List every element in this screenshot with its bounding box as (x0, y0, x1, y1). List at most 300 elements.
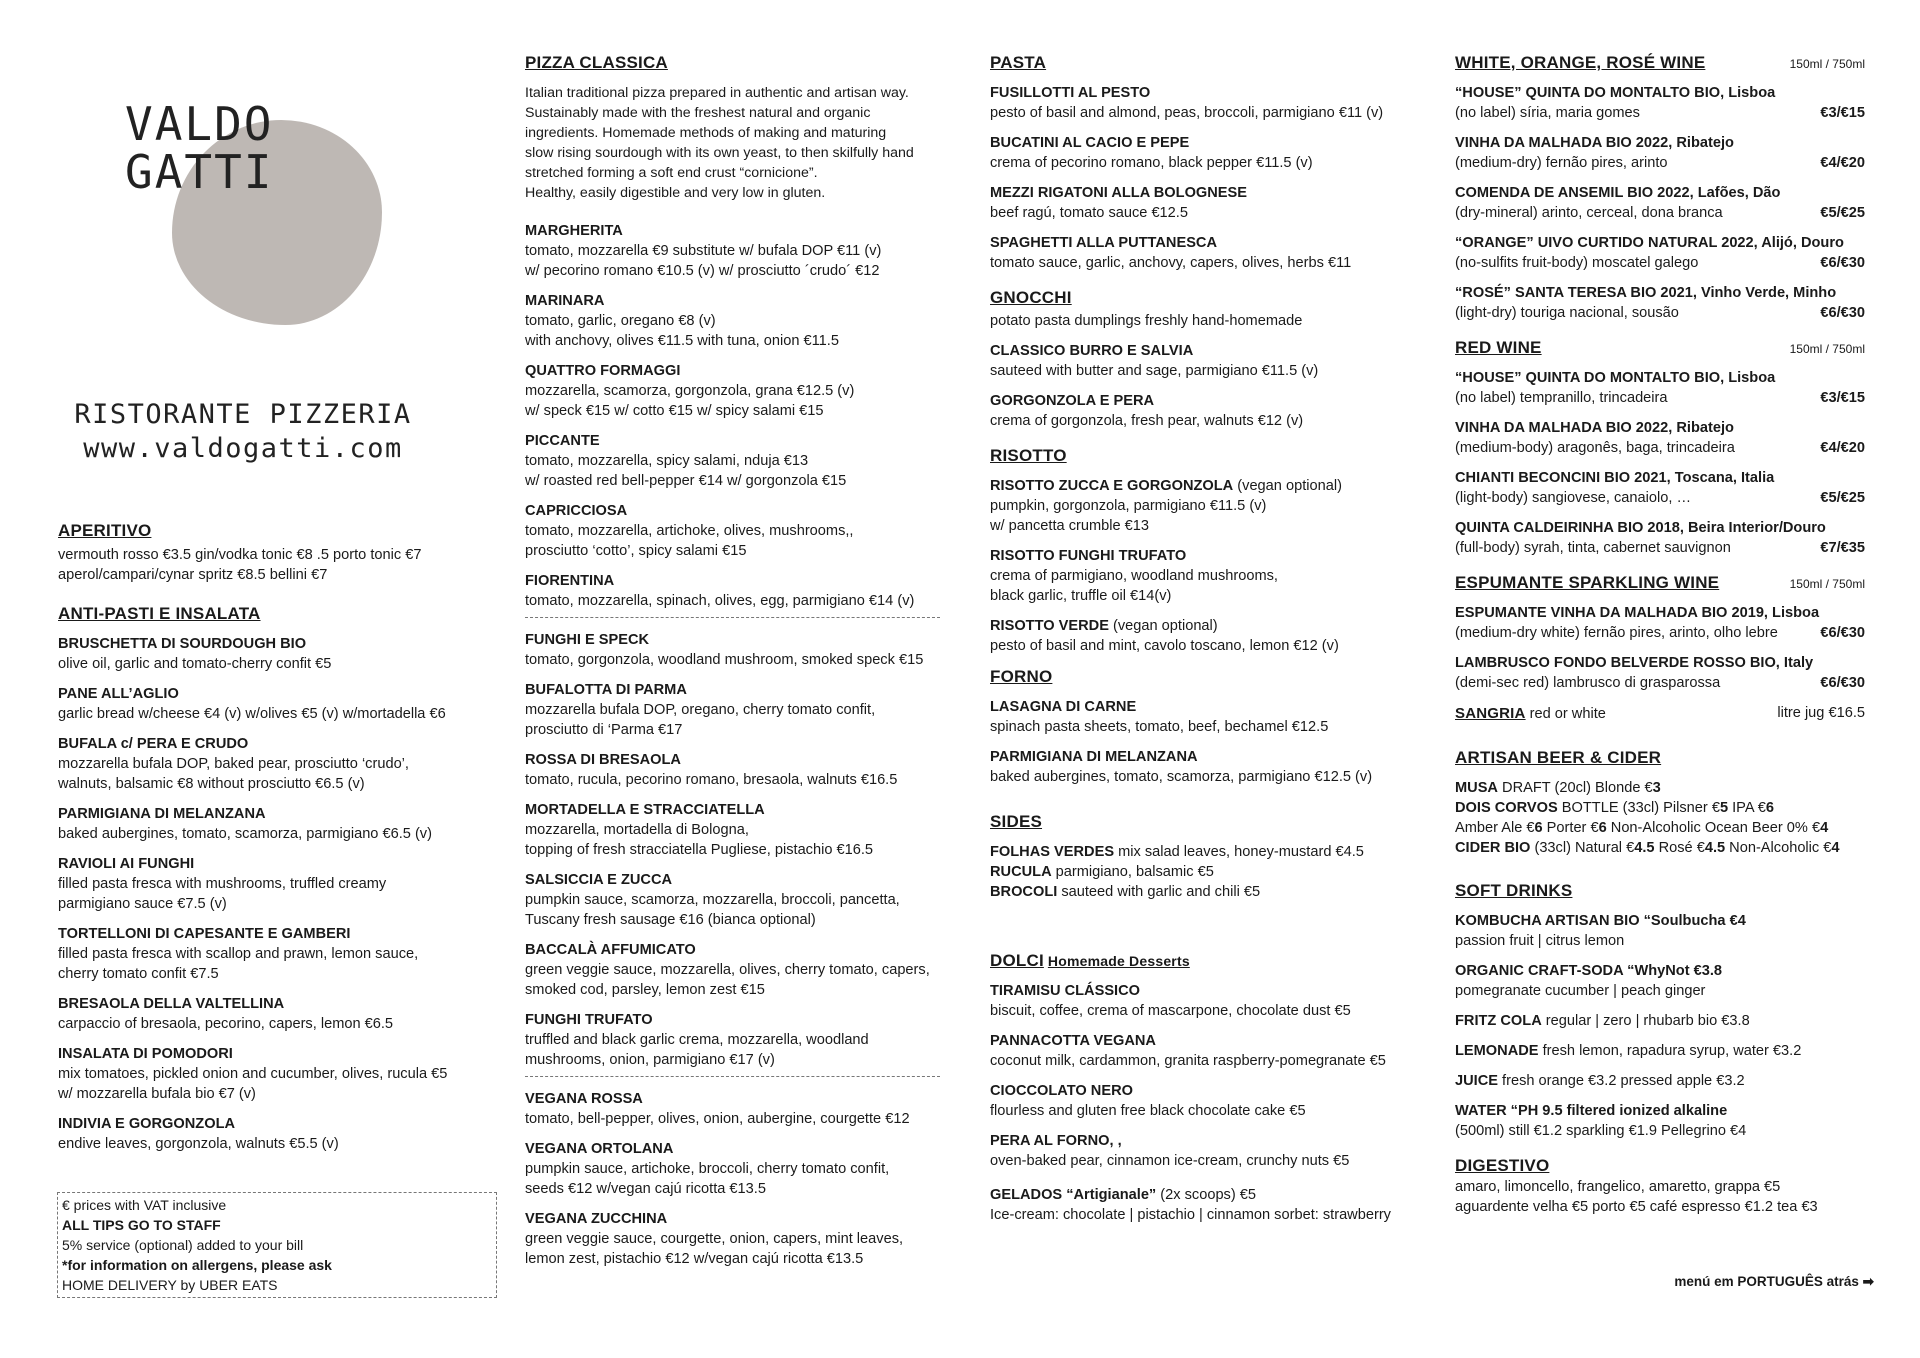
item-name-row (990, 1031, 1415, 1051)
item-name: CAPRICCIOSA (525, 503, 628, 519)
menu-item (990, 233, 1415, 273)
wine-desc-row (1455, 153, 1865, 173)
pizza-list-3 (525, 1089, 940, 1269)
item-name-row (525, 221, 940, 241)
aperitivo-block (58, 545, 483, 585)
item-desc: truffled and black garlic crema, mozzarella, woodland (525, 1032, 869, 1048)
item-name-row (990, 981, 1415, 1001)
item-desc: black garlic, truffle oil €14(v) (990, 588, 1172, 604)
item-desc: w/ pancetta crumble €13 (990, 518, 1149, 534)
menu-item (990, 1131, 1415, 1171)
item-desc: w/ pecorino romano €10.5 (v) w/ prosciutto ´crudo´ €12 (525, 263, 880, 279)
item-name: ROSSA DI BRESAOLA (525, 752, 681, 768)
soft-row (1455, 1071, 1865, 1091)
item-name-row (525, 1209, 940, 1229)
item-desc: endive leaves, gorgonzola, walnuts €5.5 (v) (58, 1136, 339, 1152)
menu-item (525, 870, 940, 930)
column-pasta (990, 52, 1415, 1235)
menu-item (525, 680, 940, 740)
wine-name: VINHA DA MALHADA BIO 2022, Ribatejo (1455, 135, 1734, 151)
item-name-row (525, 361, 940, 381)
section-title-pizza: PIZZA CLASSICA (525, 53, 668, 72)
item-name-row (990, 133, 1415, 153)
item-name-row (525, 940, 940, 960)
sangria-price: litre jug €16.5 (1777, 705, 1865, 721)
item-desc: pumpkin, gorgonzola, parmigiano €11.5 (v) (990, 498, 1267, 514)
gelados-name: GELADOS “Artigianale” (990, 1187, 1157, 1203)
wine-desc-row (1455, 303, 1865, 323)
menu-item (525, 1089, 940, 1129)
forno-list (990, 697, 1415, 787)
item-name: MARGHERITA (525, 223, 623, 239)
wine-price: €7/€35 (1820, 540, 1865, 556)
wine-desc: (medium-body) aragonês, baga, trincadeira (1455, 440, 1735, 456)
menu-item (58, 634, 483, 674)
menu-item (525, 750, 940, 790)
item-name: RISOTTO FUNGHI TRUFATO (990, 548, 1187, 564)
item-name-row (525, 680, 940, 700)
wine-name: “ROSÉ” SANTA TERESA BIO 2021, Vinho Verde, Minho (1455, 285, 1837, 301)
item-name: BACCALÀ AFFUMICATO (525, 942, 696, 958)
white-wine-list (1455, 83, 1865, 323)
item-desc: tomato, mozzarella, artichoke, olives, mushrooms,, (525, 523, 854, 539)
info-note (57, 1192, 497, 1298)
menu-item (990, 981, 1415, 1021)
red-wine-list (1455, 368, 1865, 558)
section-title-beer: ARTISAN BEER & CIDER (1455, 748, 1662, 767)
item-name: BUFALOTTA DI PARMA (525, 682, 687, 698)
menu-item (990, 1081, 1415, 1121)
side-name: BROCOLI (990, 884, 1058, 900)
item-name: RISOTTO ZUCCA E GORGONZOLA (990, 478, 1234, 494)
item-desc: w/ roasted red bell-pepper €14 w/ gorgonzola €15 (525, 473, 847, 489)
soft-name: ORGANIC CRAFT-SODA “WhyNot €3.8 (1455, 963, 1723, 979)
menu-item (525, 571, 940, 611)
soft-desc: fresh lemon, rapadura syrup, water €3.2 (1538, 1043, 1802, 1059)
sizes-label: 150ml / 750ml (1789, 342, 1865, 356)
section-title-pasta: PASTA (990, 53, 1047, 72)
item-name: SPAGHETTI ALLA PUTTANESCA (990, 235, 1218, 251)
intro-line: ingredients. Homemade methods of making and maturing (525, 125, 887, 141)
menu-item (58, 734, 483, 794)
item-name-row (525, 571, 940, 591)
logo (125, 97, 274, 199)
wine-desc-row (1455, 538, 1865, 558)
item-name-row (990, 616, 1415, 636)
note-line: € prices with VAT inclusive (62, 1197, 227, 1213)
soft-name: JUICE (1455, 1073, 1498, 1089)
item-desc: crema of parmigiano, woodland mushrooms, (990, 568, 1278, 584)
item-name: GORGONZOLA E PERA (990, 393, 1155, 409)
item-name: VEGANA ORTOLANA (525, 1141, 674, 1157)
divider (525, 617, 940, 618)
soft-name: LEMONADE (1455, 1043, 1539, 1059)
wine-item (1455, 133, 1865, 173)
item-desc: mushrooms, onion, parmigiano €17 (v) (525, 1052, 775, 1068)
dolci-list (990, 981, 1415, 1171)
wine-desc: (medium-dry white) fernão pires, arinto, olho lebre (1455, 625, 1778, 641)
gnocchi-intro: potato pasta dumplings freshly hand-homemade (990, 313, 1303, 329)
wine-price: €5/€25 (1820, 490, 1865, 506)
item-desc: smoked cod, parsley, lemon zest €15 (525, 982, 765, 998)
gelados-extra: (2x scoops) €5 (1156, 1187, 1257, 1203)
wine-price: €3/€15 (1820, 390, 1865, 406)
item-name-row (525, 630, 940, 650)
item-desc: tomato, mozzarella €9 substitute w/ bufala DOP €11 (v) (525, 243, 882, 259)
soft-name: FRITZ COLA (1455, 1013, 1542, 1029)
column-pizza (525, 52, 940, 1279)
item-name: MARINARA (525, 293, 605, 309)
item-desc: biscuit, coffee, crema of mascarpone, chocolate dust €5 (990, 1003, 1351, 1019)
wine-price: €4/€20 (1820, 155, 1865, 171)
wine-desc-row (1455, 253, 1865, 273)
wine-item (1455, 83, 1865, 123)
item-name-row (58, 854, 483, 874)
soft-desc: passion fruit | citrus lemon (1455, 933, 1625, 949)
section-title-sides: SIDES (990, 812, 1043, 831)
sizes-label: 150ml / 750ml (1789, 57, 1865, 71)
item-desc: prosciutto di ‘Parma €17 (525, 722, 683, 738)
inline-list (990, 842, 1415, 902)
menu-item (58, 924, 483, 984)
wine-desc-row (1455, 623, 1865, 643)
item-desc: prosciutto ‘cotto’, spicy salami €15 (525, 543, 747, 559)
section-title-gnocchi: GNOCCHI (990, 288, 1072, 307)
wine-item (1455, 653, 1865, 693)
menu-item (58, 994, 483, 1034)
wine-price: €6/€30 (1820, 255, 1865, 271)
wine-desc: (no label) tempranillo, trincadeira (1455, 390, 1668, 406)
menu-item (525, 1209, 940, 1269)
wine-price: €4/€20 (1820, 440, 1865, 456)
menu-item (990, 546, 1415, 606)
beer-line: MUSA DRAFT (20cl) Blonde €3 (1455, 780, 1661, 796)
brand-subtitle-block (58, 398, 428, 466)
sangria-title: SANGRIA (1455, 705, 1526, 722)
section-title-white-wine: WHITE, ORANGE, ROSÉ WINE (1455, 53, 1706, 72)
item-name-row (990, 83, 1415, 103)
soft-desc: pomegranate cucumber | peach ginger (1455, 983, 1706, 999)
column-left (58, 520, 483, 1164)
menu-item (990, 133, 1415, 173)
note-line: *for information on allergens, please ask (62, 1257, 332, 1273)
item-name: SALSICCIA E ZUCCA (525, 872, 673, 888)
item-name-row (990, 697, 1415, 717)
wine-desc-row (1455, 673, 1865, 693)
soft-item (1455, 961, 1865, 1001)
item-desc: tomato, rucula, pecorino romano, bresaola, walnuts €16.5 (525, 772, 898, 788)
note-line: ALL TIPS GO TO STAFF (62, 1217, 221, 1233)
side-desc: sauteed with garlic and chili €5 (1057, 884, 1261, 900)
item-name-row (525, 501, 940, 521)
side-item (990, 842, 1415, 862)
wine-name: “ORANGE” UIVO CURTIDO NATURAL 2022, Alijó, Douro (1455, 235, 1844, 251)
section-title-forno: FORNO (990, 667, 1053, 686)
wine-item (1455, 233, 1865, 273)
item-name-row (990, 183, 1415, 203)
item-name: FUSILLOTTI AL PESTO (990, 85, 1151, 101)
intro-line: Sustainably made with the freshest natural and organic (525, 105, 871, 121)
item-desc: mix tomatoes, pickled onion and cucumber, olives, rucula €5 (58, 1066, 448, 1082)
menu-item (58, 804, 483, 844)
item-desc: pumpkin sauce, scamorza, mozzarella, broccoli, pancetta, (525, 892, 900, 908)
item-desc: lemon zest, pistachio €12 w/vegan cajú ricotta €13.5 (525, 1251, 864, 1267)
item-name: MORTADELLA E STRACCIATELLA (525, 802, 765, 818)
dolci-title: DOLCI (990, 951, 1044, 970)
menu-item (58, 1044, 483, 1104)
menu-item (990, 1031, 1415, 1071)
item-name: MEZZI RIGATONI ALLA BOLOGNESE (990, 185, 1248, 201)
column-drinks (1455, 52, 1865, 1227)
menu-item (525, 291, 940, 351)
wine-price: €6/€30 (1820, 625, 1865, 641)
section-title-sparkling: ESPUMANTE SPARKLING WINE (1455, 573, 1720, 592)
item-desc: parmigiano sauce €7.5 (v) (58, 896, 227, 912)
wine-desc-row (1455, 438, 1865, 458)
item-name-row (990, 1131, 1415, 1151)
divider (525, 1076, 940, 1077)
dolci-subtitle: Homemade Desserts (1047, 953, 1190, 969)
item-name-row (525, 431, 940, 451)
wine-desc: (light-dry) touriga nacional, sousão (1455, 305, 1679, 321)
wine-name: QUINTA CALDEIRINHA BIO 2018, Beira Interior/Douro (1455, 520, 1826, 536)
menu-item (525, 630, 940, 670)
menu-item (990, 747, 1415, 787)
item-name: FIORENTINA (525, 573, 615, 589)
item-desc: tomato, mozzarella, spicy salami, nduja €13 (525, 453, 809, 469)
sparkling-list (1455, 603, 1865, 693)
intro-line: slow rising sourdough with its own yeast, to then skilfully hand (525, 145, 914, 161)
side-desc: mix salad leaves, honey-mustard €4.5 (1114, 844, 1364, 860)
item-name: LASAGNA DI CARNE (990, 699, 1137, 715)
wine-desc: (no-sulfits fruit-body) moscatel galego (1455, 255, 1699, 271)
menu-item (990, 391, 1415, 431)
sangria-row (1455, 703, 1865, 725)
item-name-row (58, 924, 483, 944)
item-name: PARMIGIANA DI MELANZANA (58, 806, 266, 822)
gnocchi-list (990, 341, 1415, 431)
item-extra: (vegan optional) (1233, 478, 1342, 494)
item-name: CLASSICO BURRO E SALVIA (990, 343, 1194, 359)
item-desc: olive oil, garlic and tomato-cherry confit €5 (58, 656, 332, 672)
wine-item (1455, 368, 1865, 408)
item-desc: pumpkin sauce, artichoke, broccoli, cherry tomato confit, (525, 1161, 890, 1177)
menu-item (525, 1010, 940, 1070)
item-name-row (525, 1089, 940, 1109)
section-title-aperitivo: APERITIVO (58, 521, 152, 540)
menu-item (58, 684, 483, 724)
item-name-row (990, 341, 1415, 361)
wine-price: €6/€30 (1820, 675, 1865, 691)
section-title-digestivo: DIGESTIVO (1455, 1156, 1550, 1175)
intro-line: Healthy, easily digestible and very low in gluten. (525, 185, 826, 201)
menu-item (58, 854, 483, 914)
wine-desc: (light-body) sangiovese, canaiolo, … (1455, 490, 1692, 506)
soft-name: KOMBUCHA ARTISAN BIO “Soulbucha €4 (1455, 913, 1746, 929)
item-desc: tomato, mozzarella, spinach, olives, egg, parmigiano €14 (v) (525, 593, 915, 609)
sparkling-heading (1455, 572, 1865, 603)
logo-line2: GATTI (125, 145, 274, 199)
menu-item (990, 616, 1415, 656)
item-desc: cherry tomato confit €7.5 (58, 966, 219, 982)
item-name-row (990, 1081, 1415, 1101)
item-desc: tomato sauce, garlic, anchovy, capers, olives, herbs €11 (990, 255, 1352, 271)
item-name: QUATTRO FORMAGGI (525, 363, 681, 379)
menu-item (525, 431, 940, 491)
item-name-row (990, 391, 1415, 411)
sides-list (990, 842, 1415, 902)
intro-line: Italian traditional pizza prepared in authentic and artisan way. (525, 85, 909, 101)
menu-item (990, 341, 1415, 381)
item-desc: filled pasta fresca with mushrooms, truffled creamy (58, 876, 387, 892)
item-desc: w/ mozzarella bufala bio €7 (v) (58, 1086, 256, 1102)
soft-item (1455, 1041, 1865, 1061)
item-name-row (58, 1044, 483, 1064)
wine-item (1455, 518, 1865, 558)
item-name-row (58, 684, 483, 704)
item-name: PICCANTE (525, 433, 600, 449)
soft-list (1455, 911, 1865, 1141)
brand-subtitle: RISTORANTE PIZZERIA (74, 399, 412, 430)
menu-item (525, 940, 940, 1000)
item-desc: oven-baked pear, cinnamon ice-cream, crunchy nuts €5 (990, 1153, 1350, 1169)
wine-desc-row (1455, 388, 1865, 408)
digestivo-line: aguardente velha €5 porto €5 café espresso €1.2 tea €3 (1455, 1199, 1818, 1215)
section-title-red-wine: RED WINE (1455, 338, 1542, 357)
item-name: RISOTTO VERDE (990, 618, 1109, 634)
item-name-row (525, 870, 940, 890)
soft-item (1455, 911, 1865, 951)
soft-row (1455, 1011, 1865, 1031)
wine-name: LAMBRUSCO FONDO BELVERDE ROSSO BIO, Italy (1455, 655, 1814, 671)
item-name-row (525, 1139, 940, 1159)
menu-item (990, 183, 1415, 223)
item-desc: green veggie sauce, courgette, onion, capers, mint leaves, (525, 1231, 904, 1247)
item-desc: flourless and gluten free black chocolate cake €5 (990, 1103, 1306, 1119)
wine-desc: (no label) síria, maria gomes (1455, 105, 1640, 121)
item-name: PANNACOTTA VEGANA (990, 1033, 1156, 1049)
section-title-soft: SOFT DRINKS (1455, 881, 1573, 900)
wine-price: €3/€15 (1820, 105, 1865, 121)
item-name: PANE ALL’AGLIO (58, 686, 179, 702)
item-name: INSALATA DI POMODORI (58, 1046, 233, 1062)
digestivo-block (1455, 1177, 1865, 1217)
item-name: BRESAOLA DELLA VALTELLINA (58, 996, 285, 1012)
item-desc: Tuscany fresh sausage €16 (bianca optional) (525, 912, 816, 928)
soft-item (1455, 1071, 1865, 1091)
logo-line1: VALDO (125, 97, 274, 151)
item-desc: mozzarella, mortadella di Bologna, (525, 822, 749, 838)
item-desc: beef ragú, tomato sauce €12.5 (990, 205, 1188, 221)
wine-item (1455, 603, 1865, 643)
note-line: HOME DELIVERY by UBER EATS (62, 1277, 278, 1293)
item-name: INDIVIA E GORGONZOLA (58, 1116, 236, 1132)
note-line: 5% service (optional) added to your bill (62, 1237, 304, 1253)
item-desc: garlic bread w/cheese €4 (v) w/olives €5 (v) w/mortadella €6 (58, 706, 446, 722)
menu-item (990, 83, 1415, 123)
item-name: RAVIOLI AI FUNGHI (58, 856, 195, 872)
section-title-antipasti: ANTI-PASTI E INSALATA (58, 604, 261, 623)
wine-price: €5/€25 (1820, 205, 1865, 221)
item-desc: crema of gorgonzola, fresh pear, walnuts €12 (v) (990, 413, 1304, 429)
red-wine-heading (1455, 337, 1865, 368)
wine-item (1455, 183, 1865, 223)
wine-name: VINHA DA MALHADA BIO 2022, Ribatejo (1455, 420, 1734, 436)
item-desc: carpaccio of bresaola, pecorino, capers, lemon €6.5 (58, 1016, 394, 1032)
pasta-list (990, 83, 1415, 273)
side-item (990, 862, 1415, 882)
wine-desc-row (1455, 103, 1865, 123)
item-name: PERA AL FORNO, , (990, 1133, 1122, 1149)
item-desc: pesto of basil and mint, cavolo toscano, lemon €12 (v) (990, 638, 1339, 654)
section-title-dolci (990, 950, 1415, 972)
brand-website[interactable]: www.valdogatti.com (83, 433, 403, 464)
item-desc: seeds €12 w/vegan cajú ricotta €13.5 (525, 1181, 766, 1197)
menu-item (58, 1114, 483, 1154)
item-desc: tomato, bell-pepper, olives, onion, aubergine, courgette €12 (525, 1111, 910, 1127)
wine-price: €6/€30 (1820, 305, 1865, 321)
item-name-row (990, 546, 1415, 566)
wine-item (1455, 418, 1865, 458)
item-name-row (990, 233, 1415, 253)
item-desc: mozzarella, scamorza, gorgonzola, grana €12.5 (v) (525, 383, 855, 399)
wine-name: COMENDA DE ANSEMIL BIO 2022, Lafões, Dão (1455, 185, 1781, 201)
item-name: PARMIGIANA DI MELANZANA (990, 749, 1198, 765)
item-desc: mozzarella bufala DOP, oregano, cherry tomato confit, (525, 702, 876, 718)
soft-desc: (500ml) still €1.2 sparkling €1.9 Pellegrino €4 (1455, 1123, 1747, 1139)
item-name-row (525, 750, 940, 770)
digestivo-line: amaro, limoncello, frangelico, amaretto, grappa €5 (1455, 1179, 1781, 1195)
item-name-row (525, 291, 940, 311)
item-name: FUNGHI TRUFATO (525, 1012, 653, 1028)
item-desc: baked aubergines, tomato, scamorza, parmigiano €12.5 (v) (990, 769, 1373, 785)
item-name-row (58, 734, 483, 754)
menu-item (525, 1139, 940, 1199)
item-desc: tomato, garlic, oregano €8 (v) (525, 313, 716, 329)
item-name: BUCATINI AL CACIO E PEPE (990, 135, 1190, 151)
wine-item (1455, 283, 1865, 323)
soft-desc: fresh orange €3.2 pressed apple €3.2 (1497, 1073, 1745, 1089)
aperitivo-line: vermouth rosso €3.5 gin/vodka tonic €8 .5 porto tonic €7 (58, 547, 422, 563)
dolci-heading (990, 950, 1415, 981)
item-name-row (58, 994, 483, 1014)
beer-line: Amber Ale €6 Porter €6 Non-Alcoholic Ocean Beer 0% €4 (1455, 820, 1829, 836)
item-name-row (58, 1114, 483, 1134)
item-desc: w/ speck €15 w/ cotto €15 w/ spicy salami €15 (525, 403, 824, 419)
section-title-risotto: RISOTTO (990, 446, 1067, 465)
wine-desc: (full-body) syrah, tinta, cabernet sauvignon (1455, 540, 1731, 556)
menu-item (525, 221, 940, 281)
item-desc: baked aubergines, tomato, scamorza, parmigiano €6.5 (v) (58, 826, 432, 842)
wine-desc-row (1455, 488, 1865, 508)
menu-item (525, 501, 940, 561)
side-name: RUCULA (990, 864, 1052, 880)
aperitivo-line: aperol/campari/cynar spritz €8.5 bellini €7 (58, 567, 328, 583)
item-desc: coconut milk, cardammon, granita raspberry-pomegranate €5 (990, 1053, 1386, 1069)
item-desc: with anchovy, olives €11.5 with tuna, onion €11.5 (525, 333, 839, 349)
footer-note[interactable]: menú em PORTUGUÊS atrás ➡ (1674, 1274, 1874, 1289)
item-desc: spinach pasta sheets, tomato, beef, bechamel €12.5 (990, 719, 1329, 735)
wine-item (1455, 468, 1865, 508)
wine-desc: (medium-dry) fernão pires, arinto (1455, 155, 1668, 171)
sangria-desc: red or white (1525, 706, 1606, 722)
item-name-row (990, 476, 1415, 496)
intro-line: stretched forming a soft end crust “cornicione”. (525, 165, 818, 181)
item-name: TORTELLONI DI CAPESANTE E GAMBERI (58, 926, 351, 942)
item-name: FUNGHI E SPECK (525, 632, 650, 648)
item-desc: walnuts, balsamic €8 without prosciutto €6.5 (v) (58, 776, 365, 792)
item-desc: sauteed with butter and sage, parmigiano €11.5 (v) (990, 363, 1319, 379)
